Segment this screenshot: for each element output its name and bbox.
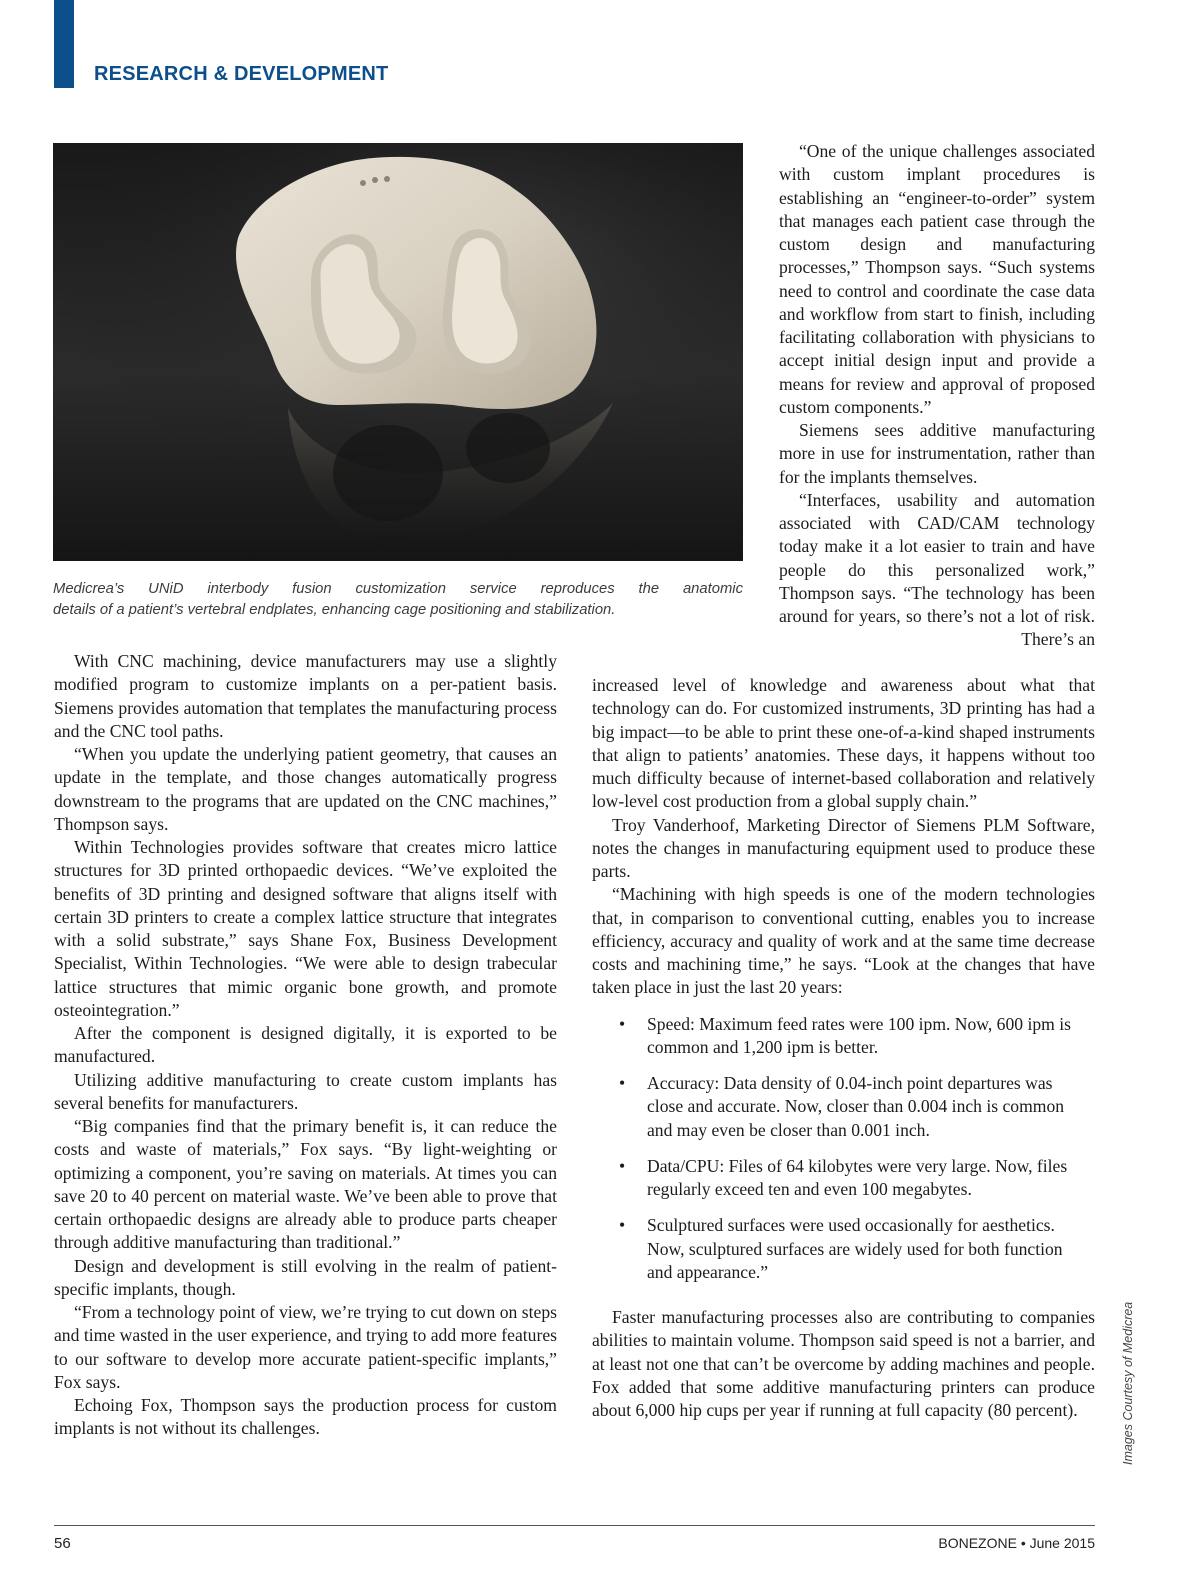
- publication-info: BONEZONE • June 2015: [938, 1535, 1095, 1551]
- paragraph: “Interfaces, usability and automation associated with CAD/CAM technology today make it a lot easier to train and have people do this personalized work,” Thompson says. “The technology has been around for years, so there’s not a lot of risk. There’s an: [779, 489, 1095, 650]
- paragraph: Echoing Fox, Thompson says the production process for custom implants is not without its challenges.: [54, 1395, 557, 1439]
- paragraph: “One of the unique challenges associated with custom implant procedures is establishing an “engineer-to-order” system that manages each patient case through the custom design and manufacturing processes,” Thompson says. “Such systems need to control and coordinate the case data and workflow from start to finish, including facilitating collaboration with physicians to accept initial design input and provide a means for review and approval of proposed custom components.”: [779, 141, 1095, 417]
- paragraph: Siemens sees additive manufacturing more in use for instrumentation, rather than for the implants themselves.: [779, 420, 1095, 487]
- left-column: [54, 650, 557, 1441]
- interbody-fusion-implant-photo: [53, 143, 743, 561]
- paragraph: Faster manufacturing processes also are contributing to companies abilities to maintain volume. Thompson said speed is not a barrier, and at least not one that can’t be overcome by adding machines and people. Fox added that some additive manufacturing printers can produce about 6,000 hip cups per year if running at full capacity (80 percent).: [592, 1307, 1095, 1420]
- bullet-icon: •: [619, 1215, 626, 1236]
- paragraph: “When you update the underlying patient geometry, that causes an update in the template, and those changes automatically progress downstream to the programs that are updated on the CNC machines,” Thompson says.: [54, 744, 557, 834]
- paragraph: “Machining with high speeds is one of the modern technologies that, in comparison to conventional cutting, enables you to increase efficiency, accuracy and quality of work and at the same time decrease costs and machining time,” he says. “Look at the changes that have taken place in just the last 20 years:: [592, 884, 1095, 998]
- paragraph: “Big companies find that the primary benefit is, it can reduce the costs and waste of materials,” Fox says. “By light-weighting or optimizing a component, you’re saving on materials. At times you can save 20 to 40 percent on material waste. We’ve been able to prove that certain orthopaedic designs are already able to produce parts cheaper through additive manufacturing than traditional.”: [54, 1116, 557, 1253]
- right-column-top: [779, 140, 1095, 652]
- list-item-text: Data/CPU: Files of 64 kilobytes were very large. Now, files regularly exceed ten and even 100 megabytes.: [647, 1155, 1068, 1199]
- caption-line: details of a patient’s vertebral endplates, enhancing cage positioning and stabilization.: [53, 602, 616, 618]
- page-number: 56: [54, 1535, 71, 1552]
- caption-line: Medicrea’s UNiD interbody fusion customization service reproduces the anatomic: [53, 581, 743, 597]
- image-credit: Images Courtesy of Medicrea: [1121, 1301, 1135, 1465]
- bullet-list: [592, 1013, 1095, 1285]
- paragraph: Troy Vanderhoof, Marketing Director of Siemens PLM Software, notes the changes in manufacturing equipment used to produce these parts.: [592, 814, 1095, 881]
- paragraph: “From a technology point of view, we’re trying to cut down on steps and time wasted in the user experience, and trying to add more features to our software to develop more accurate patient-specific implants,” Fox says.: [54, 1302, 557, 1392]
- section-accent-bar: [54, 0, 74, 88]
- list-item-text: Speed: Maximum feed rates were 100 ipm. Now, 600 ipm is common and 1,200 ipm is better.: [647, 1013, 1071, 1057]
- paragraph: Within Technologies provides software that creates micro lattice structures for 3D printed orthopaedic devices. “We’ve exploited the benefits of 3D printing and designed software that aligns itself with certain 3D printers to create a complex lattice structure that integrates with a solid substrate,” says Shane Fox, Business Development Specialist, Within Technologies. “We were able to design trabecular lattice structures that mimic organic bone growth, and promote osteointegration.”: [54, 837, 557, 1020]
- bullet-icon: •: [619, 1155, 626, 1176]
- bullet-icon: •: [619, 1013, 626, 1034]
- section-heading: RESEARCH & DEVELOPMENT: [94, 63, 389, 85]
- paragraph: Utilizing additive manufacturing to create custom implants has several benefits for manufacturers.: [54, 1069, 557, 1113]
- list-item-text: Accuracy: Data density of 0.04-inch point departures was close and accurate. Now, closer than 0.004 inch is common and may even be closer than 0.001 inch.: [647, 1073, 1065, 1140]
- list-item: [592, 1155, 1095, 1202]
- bullet-icon: •: [619, 1073, 626, 1093]
- list-item: [592, 1072, 1095, 1142]
- paragraph: After the component is designed digitally, it is exported to be manufactured.: [54, 1023, 557, 1067]
- footer-divider: [54, 1525, 1095, 1526]
- paragraph: increased level of knowledge and awareness about what that technology can do. For customized instruments, 3D printing has had a big impact—to be able to print these one-of-a-kind shaped instruments that align to patients’ anatomies. These days, it happens without too much difficulty because of internet-based collaboration and relatively low-level cost production from a global supply chain.”: [592, 675, 1095, 812]
- photo-caption: [53, 579, 743, 621]
- list-item: [592, 1214, 1095, 1284]
- list-item-text: Sculptured surfaces were used occasionally for aesthetics. Now, sculptured surfaces are widely used for both function and appearance.”: [647, 1215, 1063, 1282]
- paragraph: Design and development is still evolving in the realm of patient-specific implants, though.: [54, 1255, 557, 1299]
- right-column: [592, 674, 1095, 1422]
- paragraph: With CNC machining, device manufacturers may use a slightly modified program to customize implants on a per-patient basis. Siemens provides automation that templates the manufacturing process and the CNC tool paths.: [54, 651, 557, 741]
- list-item: [592, 1013, 1095, 1060]
